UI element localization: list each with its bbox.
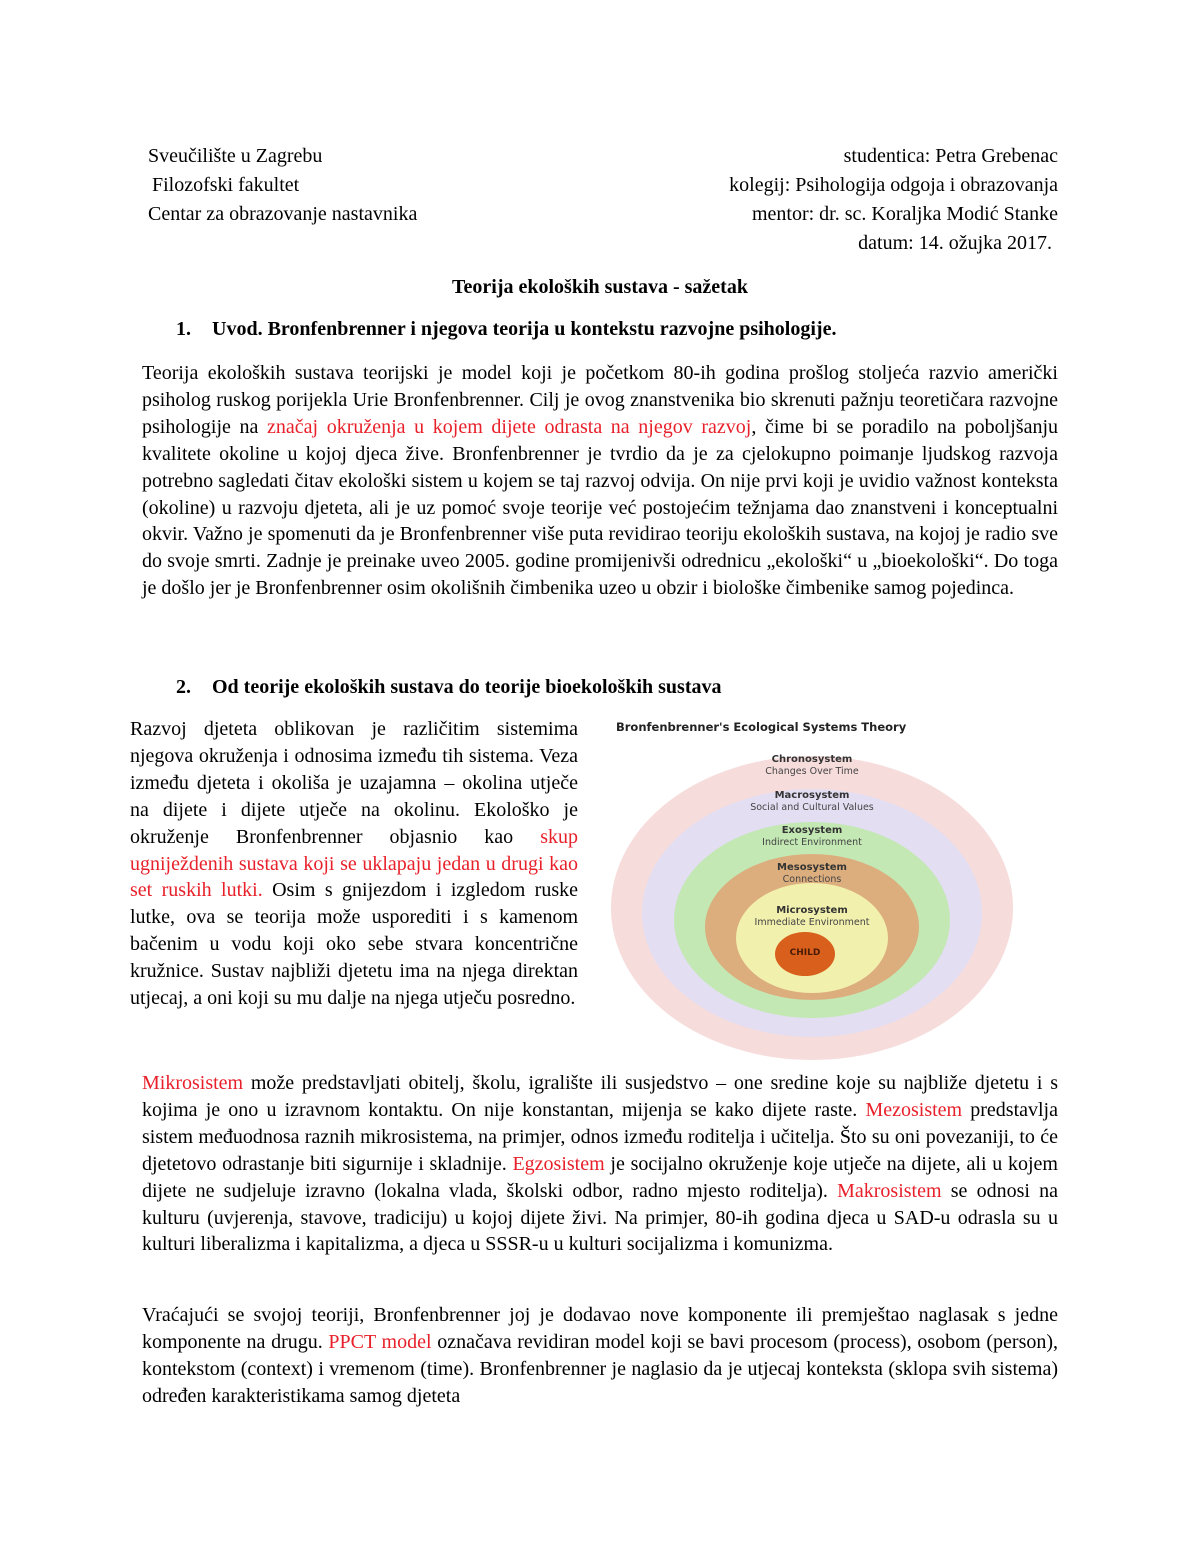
exosystem-label: Exosystem	[781, 825, 843, 836]
ecological-systems-figure	[606, 714, 1066, 1066]
p1-text-a: Teorija ekoloških sustava teorijski je model koji je početkom 80-ih godina prošlog stoljeća razvio američki psiholog ruskog porijekla Urie Bronfenbrenner. Cilj je ovog znanstvenika bio skrenuti pažnju teoretičara razvojne psihologije na	[142, 362, 1058, 438]
section-2-paragraph-2	[142, 1070, 1058, 1258]
section-2-number: 2.	[176, 676, 191, 698]
document-title: Teorija ekoloških sustava - sažetak	[452, 276, 748, 298]
p4-text: označava revidiran model koji se bavi procesom (process), osobom (person), kontekstom (context) i vremenom (time). Bronfenbrenner je naglasio da je utjecaj konteksta (sklopa svih sistema) određen karakteristikama samog djeteta	[142, 1330, 1059, 1407]
mesosystem-sublabel: Connections	[782, 874, 842, 885]
microsystem-sublabel: Immediate Environment	[754, 917, 870, 928]
section-1-paragraph	[142, 360, 1058, 602]
child-label: CHILD	[789, 948, 821, 958]
exosystem-label-group	[712, 825, 912, 849]
mentor-line: mentor: dr. sc. Koraljka Modić Stanke	[751, 203, 1058, 225]
microsystem-label: Microsystem	[776, 905, 848, 916]
chronosystem-label: Chronosystem	[771, 754, 853, 765]
macrosystem-sublabel: Social and Cultural Values	[750, 802, 874, 813]
p2-highlight: skup ugniježdenih sustava koji se uklapaju jedan u drugi kao set ruskih lutki.	[130, 825, 578, 902]
p1-text-b: , čime bi se poradilo na poboljšanju kvalitete okoline u kojoj djeca žive. Bronfenbrenner je tvrdio da je za cjelokupno poimanje ljudskog razvoja potrebno sagledati čitav ekološki sistem u kojem se taj razvoj odvija. On nije prvi koji je uvidio važnost konteksta (okoline) u razvoju djeteta, ali je uz pomoć svoje teorije već postojećim težnjama dao znanstveni i konceptualni okvir. Važno je spomenuti da je Bronfenbrenner više puta revidirao teoriju ekoloških sustava, na kojoj je radio sve do svoje smrti. Zadnje je preinake uveo 2005. godine promijenivši odrednicu „ekološki“ u „bioekološki“. Do toga je došlo jer je Bronfenbrenner osim okolišnih čimbenika uzeo u obzir i biološke čimbenike samog pojedinca.	[142, 415, 1058, 600]
p4-text: Vraćajući se svojoj teoriji, Bronfenbrenner joj je dodavao nove komponente ili premještao naglasak s jedne komponente na drugu.	[142, 1304, 1058, 1353]
course-line: kolegij: Psihologija odgoja i obrazovanja	[729, 174, 1058, 196]
section-1-number: 1.	[176, 318, 191, 340]
mesosystem-label-group	[712, 862, 912, 886]
section-2-paragraph-1	[130, 716, 578, 1012]
p3-term: Egzosistem	[512, 1152, 605, 1175]
p4-term: PPCT model	[328, 1330, 432, 1353]
p3-term: Makrosistem	[837, 1179, 942, 1202]
section-2-paragraph-3	[142, 1302, 1058, 1410]
center-name: Centar za obrazovanje nastavnika	[148, 203, 418, 225]
section-2-heading: Od teorije ekoloških sustava do teorije bioekoloških sustava	[212, 676, 722, 698]
macrosystem-label-group	[712, 790, 912, 814]
p1-highlight: značaj okruženja u kojem dijete odrasta na njegov razvoj	[267, 415, 752, 438]
mesosystem-label: Mesosystem	[777, 862, 847, 873]
p3-text: se odnosi na kulturu (uvjerenja, stavove, tradiciju) u kojoj dijete živi. Na primjer, 80-ih godina djeca u SAD-u odrasla su u kulturi liberalizma i kapitalizma, a djeca u SSSR-u u kulturi socijalizma i komunizma.	[142, 1179, 1058, 1256]
p3-text: predstavlja sistem međuodnosa raznih mikrosistema, na primjer, odnos između roditelja i učitelja. Što su oni povezaniji, to će djetetovo odrastanje biti sigurnije i skladnije.	[142, 1098, 1058, 1175]
exosystem-sublabel: Indirect Environment	[762, 837, 862, 848]
section-1-heading: Uvod. Bronfenbrenner i njegova teorija u kontekstu razvojne psihologije.	[212, 318, 837, 340]
p3-text: je socijalno okruženje koje utječe na dijete, ali u kojem dijete ne sudjeluje izravno (lokalna vlada, školski odbor, radno mjesto roditelja).	[142, 1152, 1058, 1202]
p3-term: Mezosistem	[865, 1098, 963, 1121]
faculty-name: Filozofski fakultet	[152, 174, 300, 196]
p2-text-b: Osim s gnijezdom i izgledom ruske lutke, ova se teorija može usporediti i s kamenom bačenim u vodu koji oko sebe stvara koncentrične kružnice. Sustav najbliži djetetu ima na njega direktan utjecaj, a oni koji su mu dalje na njega utječu posredno.	[130, 879, 578, 1010]
macrosystem-label: Macrosystem	[774, 790, 850, 801]
microsystem-label-group	[712, 905, 912, 929]
p2-text-a: Razvoj djeteta oblikovan je različitim sistemima njegova okruženja i odnosima između tih sistema. Veza između djeteta i okoliša je uzajamna – okolina utječe na dijete i dijete utječe na okolinu. Ekološko je okruženje Bronfenbrenner objasnio kao	[130, 718, 578, 848]
date-line: datum: 14. ožujka 2017.	[858, 232, 1052, 254]
chronosystem-label-group	[712, 754, 912, 778]
p3-term: Mikrosistem	[142, 1072, 244, 1094]
university-name: Sveučilište u Zagrebu	[148, 145, 323, 167]
chronosystem-sublabel: Changes Over Time	[765, 766, 859, 777]
p3-text: može predstavljati obitelj, školu, igralište ili susjedstvo – one sredine koje su najbliže djetetu i s kojima je ono u izravnom kontaktu. On nije konstantan, mijenja se kako dijete raste.	[142, 1072, 1058, 1121]
figure-title: Bronfenbrenner's Ecological Systems Theory	[616, 720, 907, 734]
student-line: studentica: Petra Grebenac	[843, 145, 1058, 167]
